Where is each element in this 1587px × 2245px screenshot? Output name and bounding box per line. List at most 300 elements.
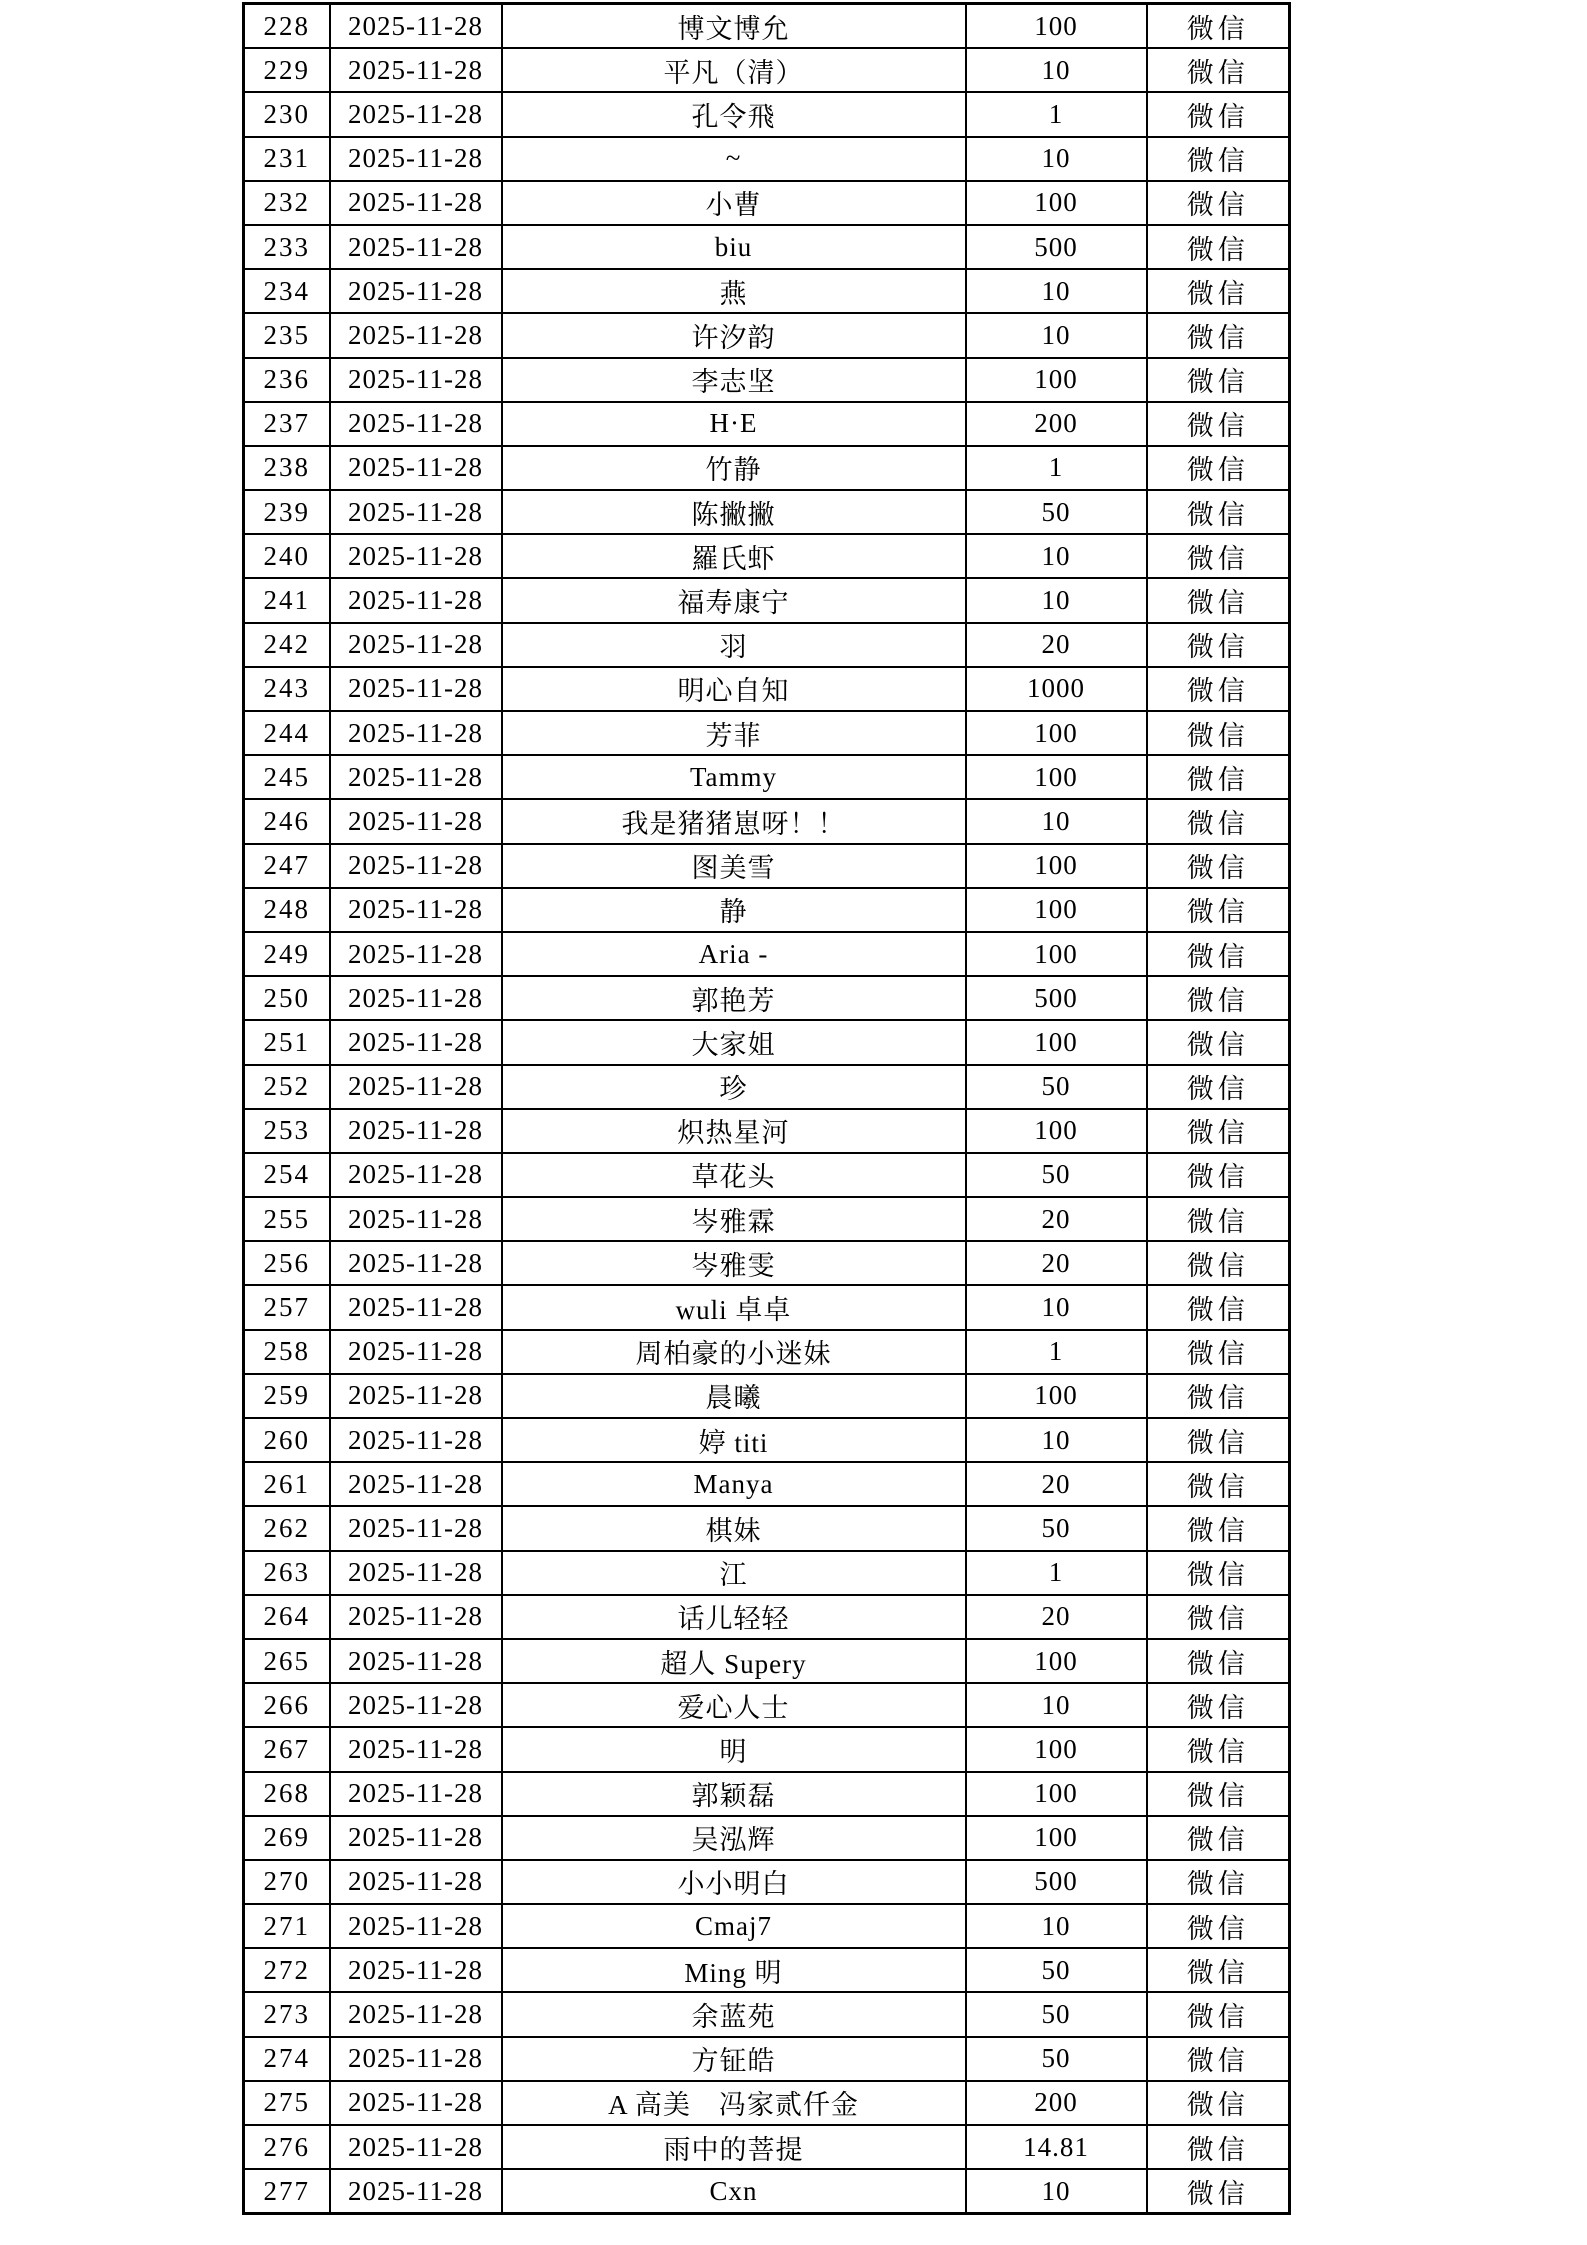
row-number-cell: 248 [244,888,330,932]
row-method-cell: 微信 [1147,1727,1290,1771]
row-method-cell: 微信 [1147,1948,1290,1992]
row-amount-cell: 50 [966,1992,1147,2036]
row-name-cell: Tammy [502,755,966,799]
row-number-cell: 276 [244,2125,330,2169]
row-method-cell: 微信 [1147,1551,1290,1595]
row-method-cell: 微信 [1147,92,1290,136]
row-number-cell: 246 [244,799,330,843]
row-amount-cell: 100 [966,1772,1147,1816]
row-number-cell: 249 [244,932,330,976]
row-name-cell: 炽热星河 [502,1109,966,1153]
row-number-cell: 247 [244,844,330,888]
row-method-cell: 微信 [1147,1595,1290,1639]
table-row [244,1772,1290,1816]
row-number-cell: 234 [244,269,330,313]
table-row [244,667,1290,711]
row-number-cell: 253 [244,1109,330,1153]
row-name-cell: 燕 [502,269,966,313]
table-row [244,1551,1290,1595]
row-name-cell: 江 [502,1551,966,1595]
table-row [244,1241,1290,1285]
table-row [244,402,1290,446]
row-method-cell: 微信 [1147,181,1290,225]
table-row [244,1948,1290,1992]
row-name-cell: 方钲皓 [502,2037,966,2081]
row-number-cell: 269 [244,1816,330,1860]
row-date-cell: 2025-11-28 [330,1992,502,2036]
row-method-cell: 微信 [1147,1992,1290,2036]
row-amount-cell: 500 [966,976,1147,1020]
row-amount-cell: 100 [966,844,1147,888]
row-number-cell: 245 [244,755,330,799]
row-date-cell: 2025-11-28 [330,2037,502,2081]
row-amount-cell: 10 [966,799,1147,843]
row-name-cell: 周柏豪的小迷妹 [502,1330,966,1374]
table-row [244,1595,1290,1639]
row-date-cell: 2025-11-28 [330,1197,502,1241]
table-row [244,755,1290,799]
row-date-cell: 2025-11-28 [330,1772,502,1816]
table-row [244,1065,1290,1109]
row-name-cell: 余蓝苑 [502,1992,966,2036]
row-method-cell: 微信 [1147,888,1290,932]
row-name-cell: 许汐韵 [502,313,966,357]
row-number-cell: 236 [244,358,330,402]
row-date-cell: 2025-11-28 [330,534,502,578]
row-method-cell: 微信 [1147,225,1290,269]
row-date-cell: 2025-11-28 [330,1683,502,1727]
table-row [244,137,1290,181]
table-row [244,1285,1290,1329]
row-amount-cell: 50 [966,1506,1147,1550]
row-method-cell: 微信 [1147,1374,1290,1418]
table-row [244,1374,1290,1418]
row-date-cell: 2025-11-28 [330,1462,502,1506]
row-method-cell: 微信 [1147,358,1290,402]
row-amount-cell: 1 [966,92,1147,136]
row-number-cell: 274 [244,2037,330,2081]
row-number-cell: 275 [244,2081,330,2125]
row-name-cell: 婷 titi [502,1418,966,1462]
row-name-cell: 芳菲 [502,711,966,755]
row-method-cell: 微信 [1147,1109,1290,1153]
row-amount-cell: 50 [966,1065,1147,1109]
row-amount-cell: 1 [966,446,1147,490]
row-number-cell: 229 [244,48,330,92]
row-name-cell: 我是猪猪崽呀！！ [502,799,966,843]
table-row [244,181,1290,225]
row-name-cell: 静 [502,888,966,932]
row-amount-cell: 200 [966,402,1147,446]
row-number-cell: 231 [244,137,330,181]
table-row [244,1197,1290,1241]
row-date-cell: 2025-11-28 [330,446,502,490]
row-amount-cell: 14.81 [966,2125,1147,2169]
row-amount-cell: 500 [966,225,1147,269]
row-date-cell: 2025-11-28 [330,402,502,446]
row-name-cell: 孔令飛 [502,92,966,136]
row-number-cell: 251 [244,1020,330,1064]
row-date-cell: 2025-11-28 [330,976,502,1020]
row-date-cell: 2025-11-28 [330,2169,502,2214]
table-row [244,1506,1290,1550]
row-number-cell: 259 [244,1374,330,1418]
row-method-cell: 微信 [1147,269,1290,313]
row-amount-cell: 100 [966,1374,1147,1418]
row-method-cell: 微信 [1147,1285,1290,1329]
row-method-cell: 微信 [1147,1904,1290,1948]
table-row [244,534,1290,578]
row-amount-cell: 50 [966,2037,1147,2081]
row-number-cell: 238 [244,446,330,490]
row-method-cell: 微信 [1147,1772,1290,1816]
table-row [244,1904,1290,1948]
row-number-cell: 250 [244,976,330,1020]
row-date-cell: 2025-11-28 [330,932,502,976]
row-number-cell: 243 [244,667,330,711]
row-method-cell: 微信 [1147,1860,1290,1904]
row-number-cell: 255 [244,1197,330,1241]
table-row [244,358,1290,402]
row-number-cell: 233 [244,225,330,269]
row-date-cell: 2025-11-28 [330,1285,502,1329]
row-amount-cell: 100 [966,755,1147,799]
table-row [244,1109,1290,1153]
row-number-cell: 266 [244,1683,330,1727]
row-amount-cell: 100 [966,1639,1147,1683]
row-method-cell: 微信 [1147,1506,1290,1550]
row-date-cell: 2025-11-28 [330,1374,502,1418]
row-method-cell: 微信 [1147,1197,1290,1241]
row-name-cell: wuli 卓卓 [502,1285,966,1329]
table-row [244,313,1290,357]
row-amount-cell: 1 [966,1330,1147,1374]
table-row [244,1330,1290,1374]
row-amount-cell: 10 [966,1285,1147,1329]
row-date-cell: 2025-11-28 [330,1639,502,1683]
row-date-cell: 2025-11-28 [330,48,502,92]
table-row [244,4,1290,49]
row-name-cell: ~ [502,137,966,181]
row-method-cell: 微信 [1147,402,1290,446]
row-amount-cell: 100 [966,711,1147,755]
row-number-cell: 270 [244,1860,330,1904]
row-amount-cell: 20 [966,1197,1147,1241]
row-amount-cell: 50 [966,490,1147,534]
row-amount-cell: 20 [966,1241,1147,1285]
row-name-cell: 明心自知 [502,667,966,711]
row-amount-cell: 10 [966,1904,1147,1948]
row-date-cell: 2025-11-28 [330,1065,502,1109]
row-number-cell: 258 [244,1330,330,1374]
row-amount-cell: 100 [966,932,1147,976]
row-name-cell: 大家姐 [502,1020,966,1064]
row-number-cell: 235 [244,313,330,357]
row-name-cell: biu [502,225,966,269]
row-number-cell: 271 [244,1904,330,1948]
donation-records-table [242,2,1291,2215]
table-row [244,1683,1290,1727]
row-name-cell: 话儿轻轻 [502,1595,966,1639]
row-method-cell: 微信 [1147,313,1290,357]
row-date-cell: 2025-11-28 [330,490,502,534]
row-name-cell: 超人 Supery [502,1639,966,1683]
row-name-cell: Aria - [502,932,966,976]
row-amount-cell: 10 [966,137,1147,181]
row-date-cell: 2025-11-28 [330,755,502,799]
row-number-cell: 263 [244,1551,330,1595]
table-row [244,932,1290,976]
row-date-cell: 2025-11-28 [330,1860,502,1904]
row-number-cell: 239 [244,490,330,534]
row-method-cell: 微信 [1147,1153,1290,1197]
row-name-cell: 晨曦 [502,1374,966,1418]
row-name-cell: 爱心人士 [502,1683,966,1727]
row-name-cell: A 高美 冯家贰仟金 [502,2081,966,2125]
table-row [244,92,1290,136]
row-method-cell: 微信 [1147,932,1290,976]
row-number-cell: 261 [244,1462,330,1506]
row-date-cell: 2025-11-28 [330,4,502,49]
row-name-cell: 陈撇撇 [502,490,966,534]
row-date-cell: 2025-11-28 [330,1418,502,1462]
row-number-cell: 242 [244,623,330,667]
row-method-cell: 微信 [1147,799,1290,843]
row-amount-cell: 100 [966,888,1147,932]
row-date-cell: 2025-11-28 [330,1948,502,1992]
table-row [244,1816,1290,1860]
table-row [244,578,1290,622]
row-number-cell: 241 [244,578,330,622]
table-row [244,48,1290,92]
row-date-cell: 2025-11-28 [330,1816,502,1860]
row-amount-cell: 20 [966,1595,1147,1639]
row-number-cell: 254 [244,1153,330,1197]
row-method-cell: 微信 [1147,1418,1290,1462]
table-row [244,225,1290,269]
row-name-cell: 李志坚 [502,358,966,402]
row-date-cell: 2025-11-28 [330,623,502,667]
row-number-cell: 264 [244,1595,330,1639]
table-row [244,623,1290,667]
row-name-cell: 珍 [502,1065,966,1109]
table-row [244,269,1290,313]
row-date-cell: 2025-11-28 [330,225,502,269]
table-row [244,1639,1290,1683]
row-date-cell: 2025-11-28 [330,269,502,313]
row-amount-cell: 500 [966,1860,1147,1904]
row-method-cell: 微信 [1147,711,1290,755]
row-amount-cell: 10 [966,269,1147,313]
row-method-cell: 微信 [1147,1816,1290,1860]
table-row [244,1462,1290,1506]
row-date-cell: 2025-11-28 [330,2125,502,2169]
row-method-cell: 微信 [1147,1020,1290,1064]
table-row [244,711,1290,755]
row-method-cell: 微信 [1147,2081,1290,2125]
table-row [244,2081,1290,2125]
row-name-cell: 竹静 [502,446,966,490]
row-method-cell: 微信 [1147,1065,1290,1109]
row-date-cell: 2025-11-28 [330,1551,502,1595]
row-date-cell: 2025-11-28 [330,1727,502,1771]
row-amount-cell: 10 [966,534,1147,578]
row-name-cell: Cmaj7 [502,1904,966,1948]
table-row [244,2169,1290,2214]
row-method-cell: 微信 [1147,1330,1290,1374]
row-date-cell: 2025-11-28 [330,711,502,755]
row-method-cell: 微信 [1147,1241,1290,1285]
row-name-cell: 博文博允 [502,4,966,49]
row-name-cell: 羅氏虾 [502,534,966,578]
row-name-cell: Ming 明 [502,1948,966,1992]
row-name-cell: 棋妹 [502,1506,966,1550]
row-number-cell: 256 [244,1241,330,1285]
row-number-cell: 262 [244,1506,330,1550]
row-number-cell: 237 [244,402,330,446]
row-name-cell: 明 [502,1727,966,1771]
table-row [244,1860,1290,1904]
row-number-cell: 268 [244,1772,330,1816]
row-amount-cell: 100 [966,1727,1147,1771]
row-name-cell: 小曹 [502,181,966,225]
row-amount-cell: 10 [966,1683,1147,1727]
row-amount-cell: 50 [966,1948,1147,1992]
row-date-cell: 2025-11-28 [330,578,502,622]
row-amount-cell: 10 [966,48,1147,92]
row-amount-cell: 200 [966,2081,1147,2125]
row-amount-cell: 100 [966,1816,1147,1860]
row-amount-cell: 10 [966,313,1147,357]
row-amount-cell: 10 [966,578,1147,622]
row-name-cell: 平凡（清） [502,48,966,92]
row-amount-cell: 1 [966,1551,1147,1595]
table-row [244,976,1290,1020]
row-method-cell: 微信 [1147,1683,1290,1727]
row-number-cell: 230 [244,92,330,136]
row-method-cell: 微信 [1147,534,1290,578]
row-date-cell: 2025-11-28 [330,181,502,225]
row-amount-cell: 100 [966,181,1147,225]
row-name-cell: Cxn [502,2169,966,2214]
document-page [242,2,1291,2215]
row-amount-cell: 10 [966,1418,1147,1462]
row-name-cell: 雨中的菩提 [502,2125,966,2169]
row-date-cell: 2025-11-28 [330,1109,502,1153]
row-method-cell: 微信 [1147,446,1290,490]
row-method-cell: 微信 [1147,2125,1290,2169]
row-method-cell: 微信 [1147,623,1290,667]
row-amount-cell: 1000 [966,667,1147,711]
row-method-cell: 微信 [1147,2169,1290,2214]
table-row [244,446,1290,490]
row-number-cell: 240 [244,534,330,578]
row-method-cell: 微信 [1147,2037,1290,2081]
row-name-cell: 小小明白 [502,1860,966,1904]
row-date-cell: 2025-11-28 [330,1020,502,1064]
table-row [244,888,1290,932]
row-number-cell: 257 [244,1285,330,1329]
row-number-cell: 267 [244,1727,330,1771]
row-name-cell: 福寿康宁 [502,578,966,622]
table-row [244,1418,1290,1462]
row-date-cell: 2025-11-28 [330,137,502,181]
row-number-cell: 260 [244,1418,330,1462]
table-body [244,4,1290,2214]
row-number-cell: 252 [244,1065,330,1109]
row-method-cell: 微信 [1147,667,1290,711]
row-date-cell: 2025-11-28 [330,1506,502,1550]
row-method-cell: 微信 [1147,4,1290,49]
row-amount-cell: 20 [966,623,1147,667]
row-amount-cell: 10 [966,2169,1147,2214]
row-date-cell: 2025-11-28 [330,92,502,136]
row-name-cell: 吴泓辉 [502,1816,966,1860]
row-method-cell: 微信 [1147,755,1290,799]
table-row [244,490,1290,534]
row-amount-cell: 100 [966,4,1147,49]
row-date-cell: 2025-11-28 [330,1330,502,1374]
row-amount-cell: 50 [966,1153,1147,1197]
table-row [244,799,1290,843]
row-number-cell: 265 [244,1639,330,1683]
row-method-cell: 微信 [1147,48,1290,92]
row-amount-cell: 20 [966,1462,1147,1506]
row-method-cell: 微信 [1147,578,1290,622]
row-amount-cell: 100 [966,1109,1147,1153]
row-date-cell: 2025-11-28 [330,1153,502,1197]
table-row [244,1992,1290,2036]
table-row [244,2037,1290,2081]
row-amount-cell: 100 [966,1020,1147,1064]
row-name-cell: 岑雅雯 [502,1241,966,1285]
row-method-cell: 微信 [1147,137,1290,181]
row-number-cell: 244 [244,711,330,755]
row-name-cell: 羽 [502,623,966,667]
table-row [244,1727,1290,1771]
row-amount-cell: 100 [966,358,1147,402]
row-method-cell: 微信 [1147,490,1290,534]
table-row [244,844,1290,888]
table-row [244,2125,1290,2169]
row-date-cell: 2025-11-28 [330,888,502,932]
row-date-cell: 2025-11-28 [330,1904,502,1948]
row-method-cell: 微信 [1147,844,1290,888]
row-method-cell: 微信 [1147,1639,1290,1683]
row-date-cell: 2025-11-28 [330,313,502,357]
row-number-cell: 228 [244,4,330,49]
row-number-cell: 272 [244,1948,330,1992]
table-row [244,1153,1290,1197]
row-name-cell: 岑雅霖 [502,1197,966,1241]
row-date-cell: 2025-11-28 [330,358,502,402]
row-date-cell: 2025-11-28 [330,2081,502,2125]
row-name-cell: 郭颖磊 [502,1772,966,1816]
row-name-cell: 图美雪 [502,844,966,888]
row-number-cell: 232 [244,181,330,225]
row-date-cell: 2025-11-28 [330,667,502,711]
row-name-cell: H·E [502,402,966,446]
table-row [244,1020,1290,1064]
row-name-cell: Manya [502,1462,966,1506]
row-method-cell: 微信 [1147,1462,1290,1506]
row-method-cell: 微信 [1147,976,1290,1020]
row-date-cell: 2025-11-28 [330,799,502,843]
row-name-cell: 郭艳芳 [502,976,966,1020]
row-number-cell: 273 [244,1992,330,2036]
row-date-cell: 2025-11-28 [330,844,502,888]
row-date-cell: 2025-11-28 [330,1595,502,1639]
